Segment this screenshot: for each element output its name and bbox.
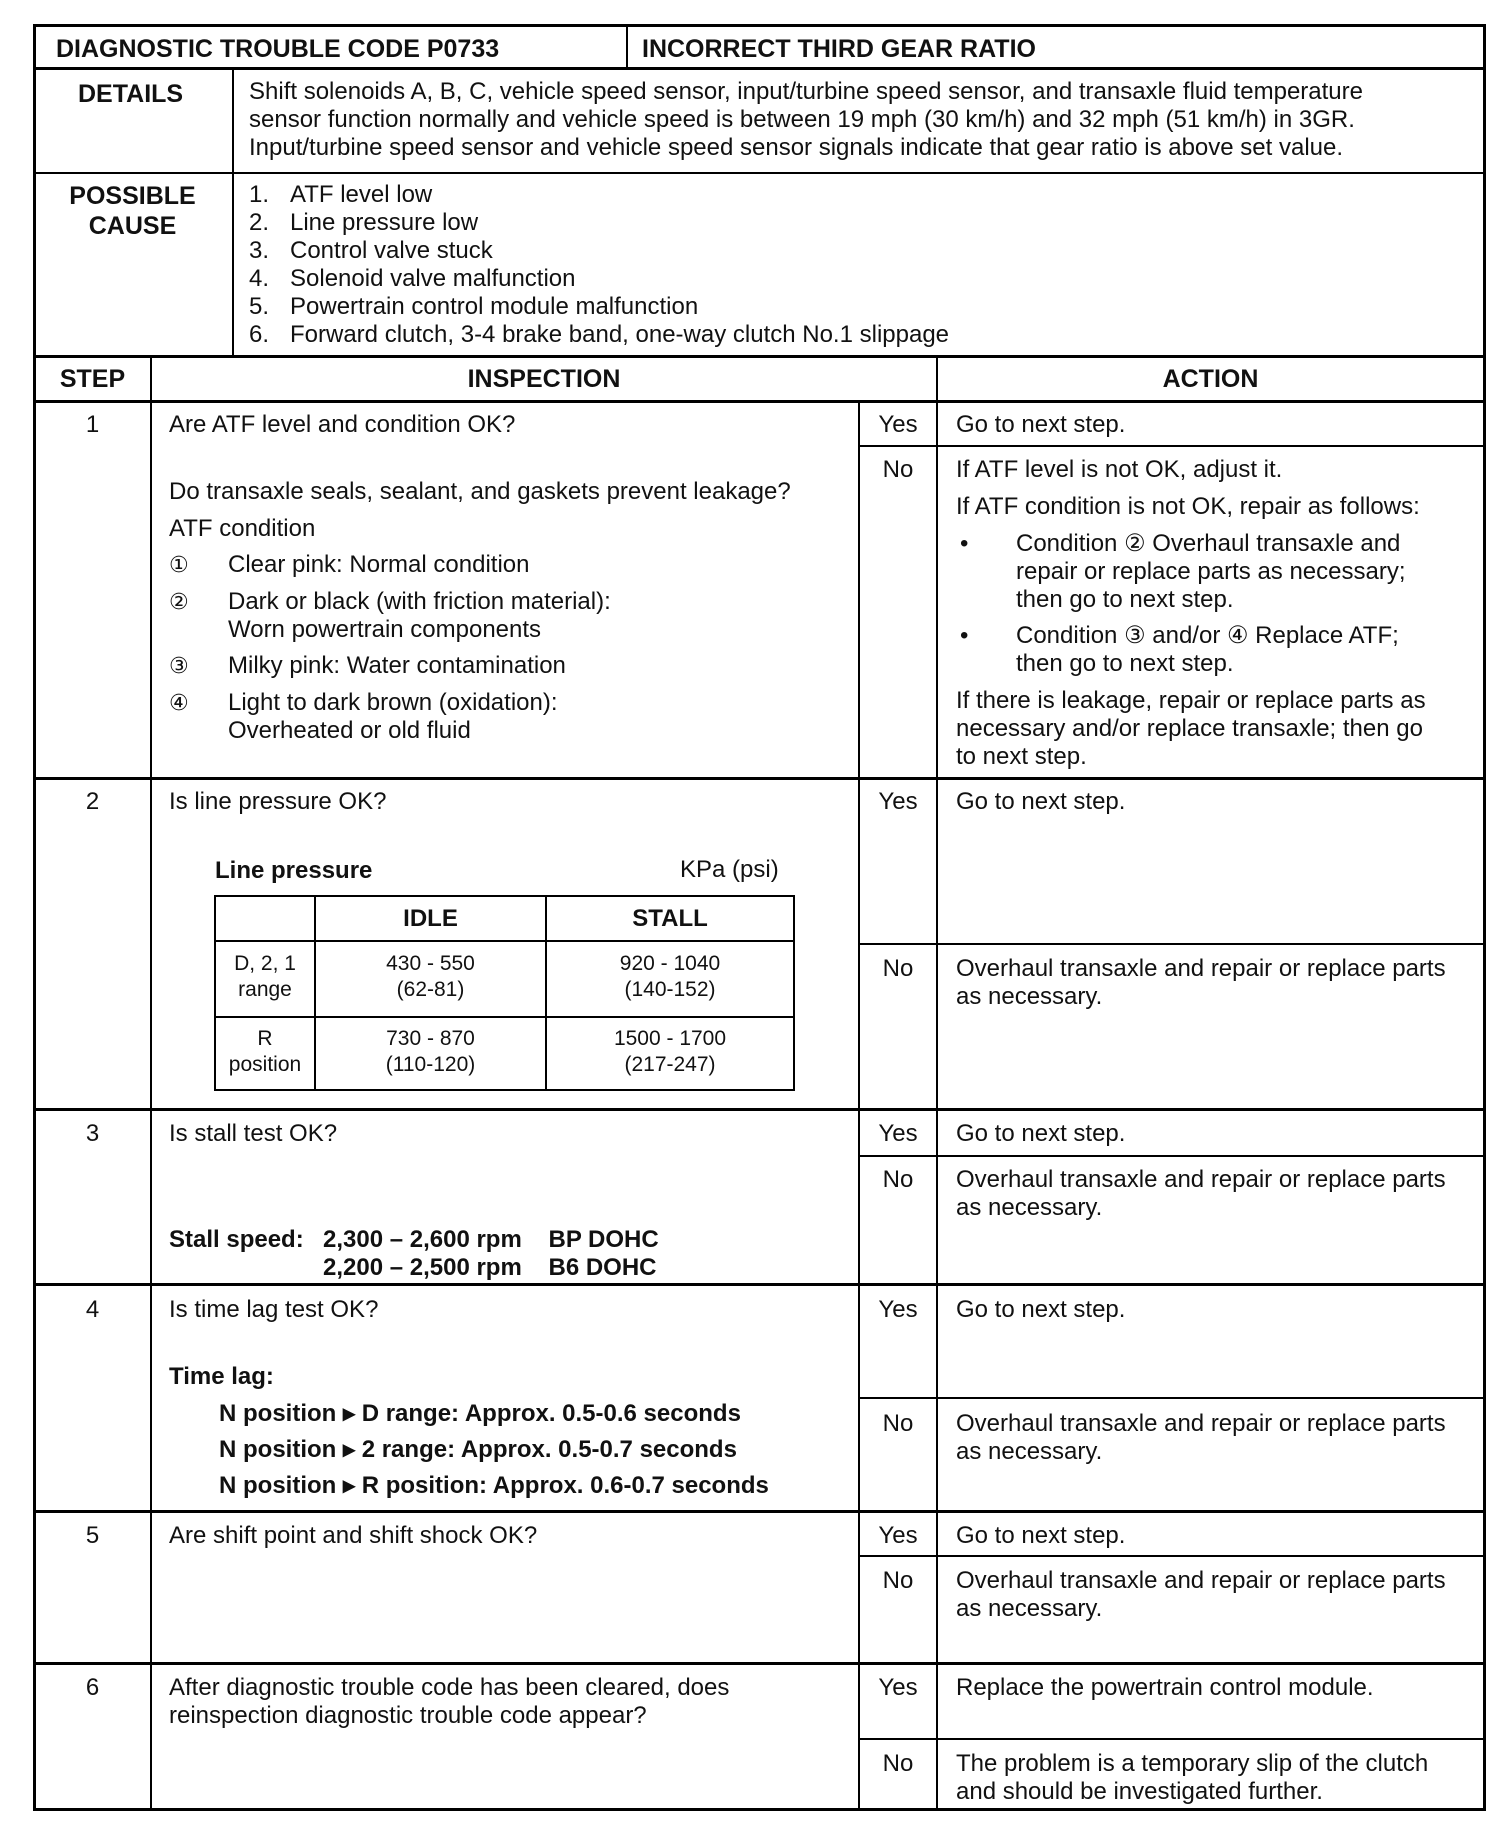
- answer-yes: Yes: [878, 1120, 918, 1147]
- answer-yes: Yes: [878, 1674, 918, 1701]
- table-cell: (110-120): [385, 1053, 476, 1076]
- action-no: then go to next step.: [1016, 650, 1234, 677]
- action-no: as necessary.: [956, 1194, 1103, 1221]
- action-yes: Go to next step.: [956, 411, 1126, 438]
- step-number: 2: [85, 788, 100, 815]
- row-label: D, 2, 1: [234, 952, 296, 975]
- cause-num: 4.: [249, 265, 270, 292]
- answer-yes: Yes: [878, 1296, 918, 1323]
- cause-item: Solenoid valve malfunction: [290, 265, 576, 292]
- condition-text: Overheated or old fluid: [228, 717, 471, 744]
- possible-cause-label: POSSIBLE: [69, 182, 196, 210]
- possible-cause-label: CAUSE: [88, 212, 177, 240]
- stall-speed-value: 2,300 – 2,600 rpm BP DOHC: [323, 1226, 659, 1253]
- step-number: 6: [85, 1674, 100, 1701]
- condition-text: Light to dark brown (oxidation):: [228, 689, 558, 716]
- cause-item: Powertrain control module malfunction: [290, 293, 699, 320]
- action-yes: Go to next step.: [956, 1120, 1126, 1147]
- table-cell: 920 - 1040: [619, 952, 721, 975]
- action-no: Condition ② Overhaul transaxle and: [1016, 530, 1401, 557]
- time-lag-label: Time lag:: [169, 1363, 274, 1390]
- table-cell: (140-152): [624, 978, 716, 1001]
- answer-no: No: [882, 1567, 914, 1594]
- bullet: •: [960, 530, 969, 557]
- column-header-action: ACTION: [1162, 365, 1259, 393]
- action-yes: Go to next step.: [956, 788, 1126, 815]
- action-no: Condition ③ and/or ④ Replace ATF;: [1016, 622, 1399, 649]
- action-no: If ATF level is not OK, adjust it.: [956, 456, 1283, 483]
- time-lag-item: N position ▸ R position: Approx. 0.6-0.7 seconds: [219, 1472, 769, 1499]
- line-pressure-title: Line pressure: [215, 857, 373, 884]
- row-label: R: [257, 1027, 273, 1050]
- atf-condition-title: ATF condition: [169, 515, 316, 542]
- condition-text: Worn powertrain components: [228, 616, 542, 643]
- action-yes: Go to next step.: [956, 1522, 1126, 1549]
- line-pressure-unit: KPa (psi): [680, 856, 779, 883]
- condition-mark: ①: [169, 553, 189, 578]
- table-cell: (217-247): [624, 1053, 716, 1076]
- cause-item: Control valve stuck: [290, 237, 493, 264]
- action-no: repair or replace parts as necessary;: [1016, 558, 1406, 585]
- dtc-title: INCORRECT THIRD GEAR RATIO: [642, 35, 1036, 63]
- condition-mark: ③: [169, 654, 189, 679]
- step-question: Is stall test OK?: [169, 1120, 338, 1147]
- table-header-idle: IDLE: [403, 905, 458, 932]
- answer-no: No: [882, 1410, 914, 1437]
- step-number: 5: [85, 1522, 100, 1549]
- action-no: as necessary.: [956, 1595, 1103, 1622]
- action-no: The problem is a temporary slip of the clutch: [956, 1750, 1429, 1777]
- table-cell: 430 - 550: [386, 952, 475, 975]
- details-label: DETAILS: [78, 80, 184, 108]
- time-lag-item: N position ▸ D range: Approx. 0.5-0.6 seconds: [219, 1400, 741, 1427]
- cause-num: 2.: [249, 209, 270, 236]
- answer-yes: Yes: [878, 1522, 918, 1549]
- action-yes: Go to next step.: [956, 1296, 1126, 1323]
- table-cell: (62-81): [396, 978, 465, 1001]
- time-lag-item: N position ▸ 2 range: Approx. 0.5-0.7 seconds: [219, 1436, 737, 1463]
- step-question: reinspection diagnostic trouble code appear?: [169, 1702, 647, 1729]
- stall-speed-label: Stall speed:: [169, 1226, 304, 1253]
- step-question: Is time lag test OK?: [169, 1296, 379, 1323]
- cause-num: 1.: [249, 181, 270, 208]
- cause-item: ATF level low: [290, 181, 433, 208]
- answer-yes: Yes: [878, 411, 918, 438]
- cause-item: Forward clutch, 3-4 brake band, one-way clutch No.1 slippage: [290, 321, 950, 348]
- step-question: Are ATF level and condition OK?: [169, 411, 516, 438]
- answer-yes: Yes: [878, 788, 918, 815]
- condition-text: Milky pink: Water contamination: [228, 652, 566, 679]
- bullet: •: [960, 622, 969, 649]
- action-no: If there is leakage, repair or replace parts as: [956, 687, 1426, 714]
- details-line: Shift solenoids A, B, C, vehicle speed sensor, input/turbine speed sensor, and transaxle fluid temperature: [249, 78, 1363, 105]
- action-yes: Replace the powertrain control module.: [956, 1674, 1374, 1701]
- condition-text: Dark or black (with friction material):: [228, 588, 611, 615]
- column-header-inspection: INSPECTION: [467, 365, 621, 393]
- row-label: position: [228, 1053, 302, 1076]
- condition-mark: ②: [169, 590, 189, 615]
- action-no: then go to next step.: [1016, 586, 1234, 613]
- column-header-step: STEP: [59, 365, 126, 393]
- action-no: as necessary.: [956, 1438, 1103, 1465]
- cause-num: 6.: [249, 321, 270, 348]
- table-cell: 1500 - 1700: [613, 1027, 727, 1050]
- answer-no: No: [882, 955, 914, 982]
- row-label: range: [238, 978, 292, 1001]
- action-no: to next step.: [956, 743, 1087, 770]
- dtc-code: DIAGNOSTIC TROUBLE CODE P0733: [56, 35, 500, 63]
- cause-num: 3.: [249, 237, 270, 264]
- action-no: and should be investigated further.: [956, 1778, 1323, 1805]
- action-no: Overhaul transaxle and repair or replace parts: [956, 1410, 1446, 1437]
- action-no: Overhaul transaxle and repair or replace parts: [956, 1567, 1446, 1594]
- stall-speed-value: 2,200 – 2,500 rpm B6 DOHC: [323, 1254, 657, 1281]
- step-number: 1: [85, 411, 100, 438]
- details-line: Input/turbine speed sensor and vehicle speed sensor signals indicate that gear ratio is above set value.: [249, 134, 1344, 161]
- answer-no: No: [882, 1166, 914, 1193]
- table-header-stall: STALL: [632, 905, 708, 932]
- step-question: Are shift point and shift shock OK?: [169, 1522, 538, 1549]
- step-question: Do transaxle seals, sealant, and gaskets prevent leakage?: [169, 478, 791, 505]
- cause-num: 5.: [249, 293, 270, 320]
- step-question: After diagnostic trouble code has been cleared, does: [169, 1674, 730, 1701]
- step-number: 3: [85, 1120, 100, 1147]
- step-number: 4: [85, 1296, 100, 1323]
- action-no: necessary and/or replace transaxle; then go: [956, 715, 1423, 742]
- action-no: Overhaul transaxle and repair or replace parts: [956, 1166, 1446, 1193]
- answer-no: No: [882, 456, 914, 483]
- condition-mark: ④: [169, 691, 189, 716]
- cause-item: Line pressure low: [290, 209, 479, 236]
- action-no: Overhaul transaxle and repair or replace parts: [956, 955, 1446, 982]
- action-no: If ATF condition is not OK, repair as follows:: [956, 493, 1420, 520]
- table-cell: 730 - 870: [386, 1027, 475, 1050]
- condition-text: Clear pink: Normal condition: [228, 551, 530, 578]
- step-question: Is line pressure OK?: [169, 788, 387, 815]
- answer-no: No: [882, 1750, 914, 1777]
- action-no: as necessary.: [956, 983, 1103, 1010]
- details-line: sensor function normally and vehicle speed is between 19 mph (30 km/h) and 32 mph (51 km/h) in 3GR.: [249, 106, 1355, 133]
